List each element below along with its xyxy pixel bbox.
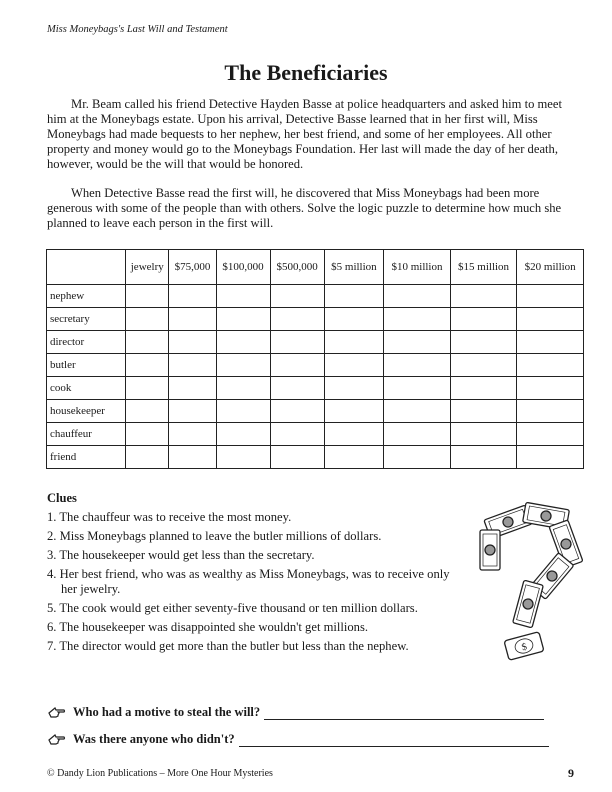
grid-cell[interactable]	[324, 331, 384, 354]
grid-cell[interactable]	[384, 331, 451, 354]
grid-cell[interactable]	[517, 308, 584, 331]
clue-item: 4. Her best friend, who was as wealthy as Miss Moneybags, was to receive only her jewelry.	[47, 567, 450, 596]
row-label: friend	[47, 446, 126, 469]
clue-item: 2. Miss Moneybags planned to leave the butler millions of dollars.	[47, 529, 382, 543]
grid-cell[interactable]	[384, 446, 451, 469]
question-anyone	[47, 731, 549, 747]
grid-cell[interactable]	[216, 285, 270, 308]
grid-cell[interactable]	[517, 400, 584, 423]
grid-cell[interactable]	[270, 423, 324, 446]
col-header: $15 million	[450, 250, 517, 285]
grid-cell[interactable]	[270, 377, 324, 400]
grid-row	[47, 354, 584, 377]
pointing-hand-icon	[47, 731, 67, 747]
grid-corner-cell	[47, 250, 126, 285]
grid-cell[interactable]	[126, 377, 169, 400]
grid-cell[interactable]	[517, 423, 584, 446]
clue-item: 6. The housekeeper was disappointed she wouldn't get millions.	[47, 620, 369, 634]
clue-item: 5. The cook would get either seventy-five thousand or ten million dollars.	[47, 601, 418, 615]
grid-cell[interactable]	[126, 354, 169, 377]
grid-cell[interactable]	[169, 400, 216, 423]
grid-cell[interactable]	[384, 377, 451, 400]
grid-row	[47, 377, 584, 400]
grid-cell[interactable]	[126, 331, 169, 354]
grid-cell[interactable]	[169, 308, 216, 331]
col-header: $10 million	[384, 250, 451, 285]
grid-cell[interactable]	[450, 446, 517, 469]
question-text: Was there anyone who didn't?	[73, 732, 235, 746]
grid-cell[interactable]	[324, 285, 384, 308]
col-header: $100,000	[216, 250, 270, 285]
row-label: cook	[47, 377, 126, 400]
question-text: Who had a motive to steal the will?	[73, 705, 261, 719]
grid-cell[interactable]	[517, 377, 584, 400]
grid-cell[interactable]	[517, 354, 584, 377]
clue-item: 3. The housekeeper would get less than the secretary.	[47, 548, 315, 562]
pointing-hand-icon	[47, 704, 67, 720]
grid-header-row	[47, 250, 584, 285]
grid-cell[interactable]	[169, 377, 216, 400]
grid-cell[interactable]	[324, 308, 384, 331]
grid-cell[interactable]	[126, 400, 169, 423]
grid-cell[interactable]	[384, 354, 451, 377]
grid-cell[interactable]	[517, 285, 584, 308]
grid-cell[interactable]	[450, 285, 517, 308]
grid-cell[interactable]	[450, 331, 517, 354]
clue-item: 1. The chauffeur was to receive the most money.	[47, 510, 292, 524]
grid-cell[interactable]	[450, 377, 517, 400]
grid-cell[interactable]	[216, 331, 270, 354]
grid-cell[interactable]	[384, 423, 451, 446]
grid-cell[interactable]	[450, 423, 517, 446]
logic-puzzle-grid	[46, 249, 584, 469]
question-motive	[47, 704, 544, 720]
grid-cell[interactable]	[450, 354, 517, 377]
answer-line[interactable]	[239, 734, 549, 747]
grid-cell[interactable]	[169, 285, 216, 308]
row-label: secretary	[47, 308, 126, 331]
grid-cell[interactable]	[126, 285, 169, 308]
clues-heading: Clues	[47, 491, 77, 505]
grid-cell[interactable]	[270, 285, 324, 308]
grid-cell[interactable]	[450, 400, 517, 423]
grid-cell[interactable]	[126, 446, 169, 469]
row-label: nephew	[47, 285, 126, 308]
footer-copyright: © Dandy Lion Publications – More One Hour Mysteries	[47, 768, 273, 779]
grid-cell[interactable]	[216, 446, 270, 469]
grid-cell[interactable]	[216, 400, 270, 423]
grid-cell[interactable]	[270, 308, 324, 331]
grid-cell[interactable]	[216, 377, 270, 400]
col-header: $75,000	[169, 250, 216, 285]
intro-paragraph: Mr. Beam called his friend Detective Hayden Basse at police headquarters and asked him to meet him at the Moneybags estate. Upon his arrival, Detective Basse learned that in her first will, Miss Moneybags had made bequests to her nephew, her best friend, and some of her employees. All other property and money would go to the Moneybags Foundation. Her last will made the day of her death, however, would be the will that would be honored.	[47, 97, 562, 171]
grid-row	[47, 400, 584, 423]
grid-cell[interactable]	[324, 377, 384, 400]
grid-row	[47, 285, 584, 308]
grid-cell[interactable]	[384, 285, 451, 308]
row-label: butler	[47, 354, 126, 377]
grid-cell[interactable]	[270, 331, 324, 354]
col-header: $500,000	[270, 250, 324, 285]
grid-cell[interactable]	[216, 423, 270, 446]
grid-cell[interactable]	[384, 400, 451, 423]
grid-cell[interactable]	[324, 423, 384, 446]
col-header: $5 million	[324, 250, 384, 285]
running-header: Miss Moneybags's Last Will and Testament	[47, 24, 228, 35]
grid-cell[interactable]	[384, 308, 451, 331]
instructions-paragraph: When Detective Basse read the first will, he discovered that Miss Moneybags had been more generous with some of the people than with others. Solve the logic puzzle to determine how much she planned to leave each person in the first will.	[47, 186, 562, 230]
answer-line[interactable]	[264, 707, 544, 720]
clues-list	[47, 510, 467, 658]
grid-row	[47, 308, 584, 331]
grid-cell[interactable]	[126, 308, 169, 331]
grid-cell[interactable]	[270, 354, 324, 377]
grid-cell[interactable]	[324, 446, 384, 469]
grid-cell[interactable]	[169, 354, 216, 377]
grid-cell[interactable]	[324, 354, 384, 377]
grid-cell[interactable]	[517, 446, 584, 469]
grid-row	[47, 446, 584, 469]
grid-cell[interactable]	[169, 423, 216, 446]
grid-cell[interactable]	[216, 308, 270, 331]
grid-cell[interactable]	[450, 308, 517, 331]
grid-cell[interactable]	[270, 446, 324, 469]
clue-item: 7. The director would get more than the butler but less than the nephew.	[47, 639, 409, 653]
grid-cell[interactable]	[126, 423, 169, 446]
grid-cell[interactable]	[517, 331, 584, 354]
grid-cell[interactable]	[216, 354, 270, 377]
row-label: housekeeper	[47, 400, 126, 423]
grid-cell[interactable]	[270, 400, 324, 423]
svg-text:$: $	[520, 641, 529, 654]
grid-cell[interactable]	[169, 331, 216, 354]
grid-cell[interactable]	[324, 400, 384, 423]
money-question-mark-illustration	[478, 502, 583, 662]
col-header: jewelry	[126, 250, 169, 285]
col-header: $20 million	[517, 250, 584, 285]
grid-row	[47, 331, 584, 354]
grid-row	[47, 423, 584, 446]
row-label: director	[47, 331, 126, 354]
grid-cell[interactable]	[169, 446, 216, 469]
page-number: 9	[568, 766, 574, 780]
row-label: chauffeur	[47, 423, 126, 446]
page-title: The Beneficiaries	[224, 60, 388, 85]
